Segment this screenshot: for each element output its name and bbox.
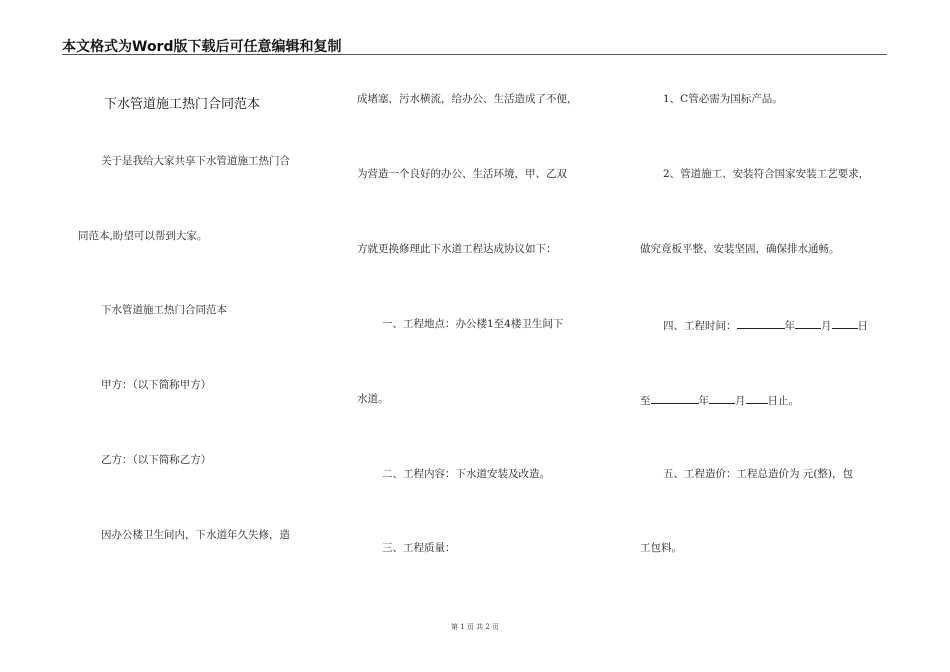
- col3-line: 五、工程造价：工程总造价为 元(整)，包: [663, 468, 854, 480]
- page-number: 第 1 页 共 2 页: [450, 623, 500, 631]
- col1-line: 关于是我给大家共享下水管道施工热门合: [101, 155, 290, 167]
- month-label: 月: [821, 320, 832, 332]
- year-label: 年: [784, 320, 795, 332]
- col1-line: 下水管道施工热门合同范本: [101, 304, 227, 316]
- day-label: 日: [857, 320, 868, 332]
- col1-line: 乙方：（以下简称乙方）: [101, 454, 212, 466]
- col1-line: 同范本,盼望可以帮到大家。: [78, 230, 208, 242]
- work-time-end-line: [640, 393, 799, 408]
- col2-line: 为营造一个良好的办公、生活环境，甲、乙双: [357, 168, 567, 180]
- document-title: 下水管道施工热门合同范本: [104, 97, 261, 112]
- page-header: 本文格式为Word版下载后可任意编辑和复制: [62, 39, 342, 55]
- end-year-label: 年: [698, 395, 709, 407]
- col3-line: 做究竟板平整、安装坚固，确保排水通畅。: [640, 243, 840, 255]
- end-month-blank: [709, 393, 735, 404]
- col2-line: 二、工程内容：下水道安装及改造。: [382, 468, 550, 480]
- col2-line: 成堵塞，污水横流，给办公、生活造成了不便，: [357, 93, 578, 105]
- work-time-line: [663, 318, 868, 333]
- col2-line: 一、工程地点：办公楼1至4楼卫生间下: [382, 318, 564, 330]
- day-blank: [832, 318, 858, 329]
- end-day-label: 日止。: [767, 395, 799, 407]
- col1-line: 甲方：（以下简称甲方）: [101, 379, 212, 391]
- col3-line: 工包料。: [640, 542, 682, 554]
- col2-line: 三、工程质量：: [382, 542, 456, 554]
- to-label: 至: [640, 395, 651, 407]
- work-time-label: 四、工程时间：: [663, 320, 737, 332]
- header-divider: [62, 54, 887, 55]
- col2-line: 水道。: [357, 393, 389, 405]
- col1-line: 因办公楼卫生间内，下水道年久失修，造: [101, 529, 290, 541]
- end-year-blank: [651, 393, 699, 404]
- month-blank: [795, 318, 821, 329]
- col3-line: 1、C管必需为国标产品。: [663, 93, 783, 105]
- col2-line: 方就更换修理此下水道工程达成协议如下：: [357, 243, 557, 255]
- col3-line: 2、管道施工、安装符合国家安装工艺要求，: [663, 168, 870, 180]
- end-day-blank: [746, 393, 768, 404]
- end-month-label: 月: [735, 395, 746, 407]
- year-blank: [737, 318, 785, 329]
